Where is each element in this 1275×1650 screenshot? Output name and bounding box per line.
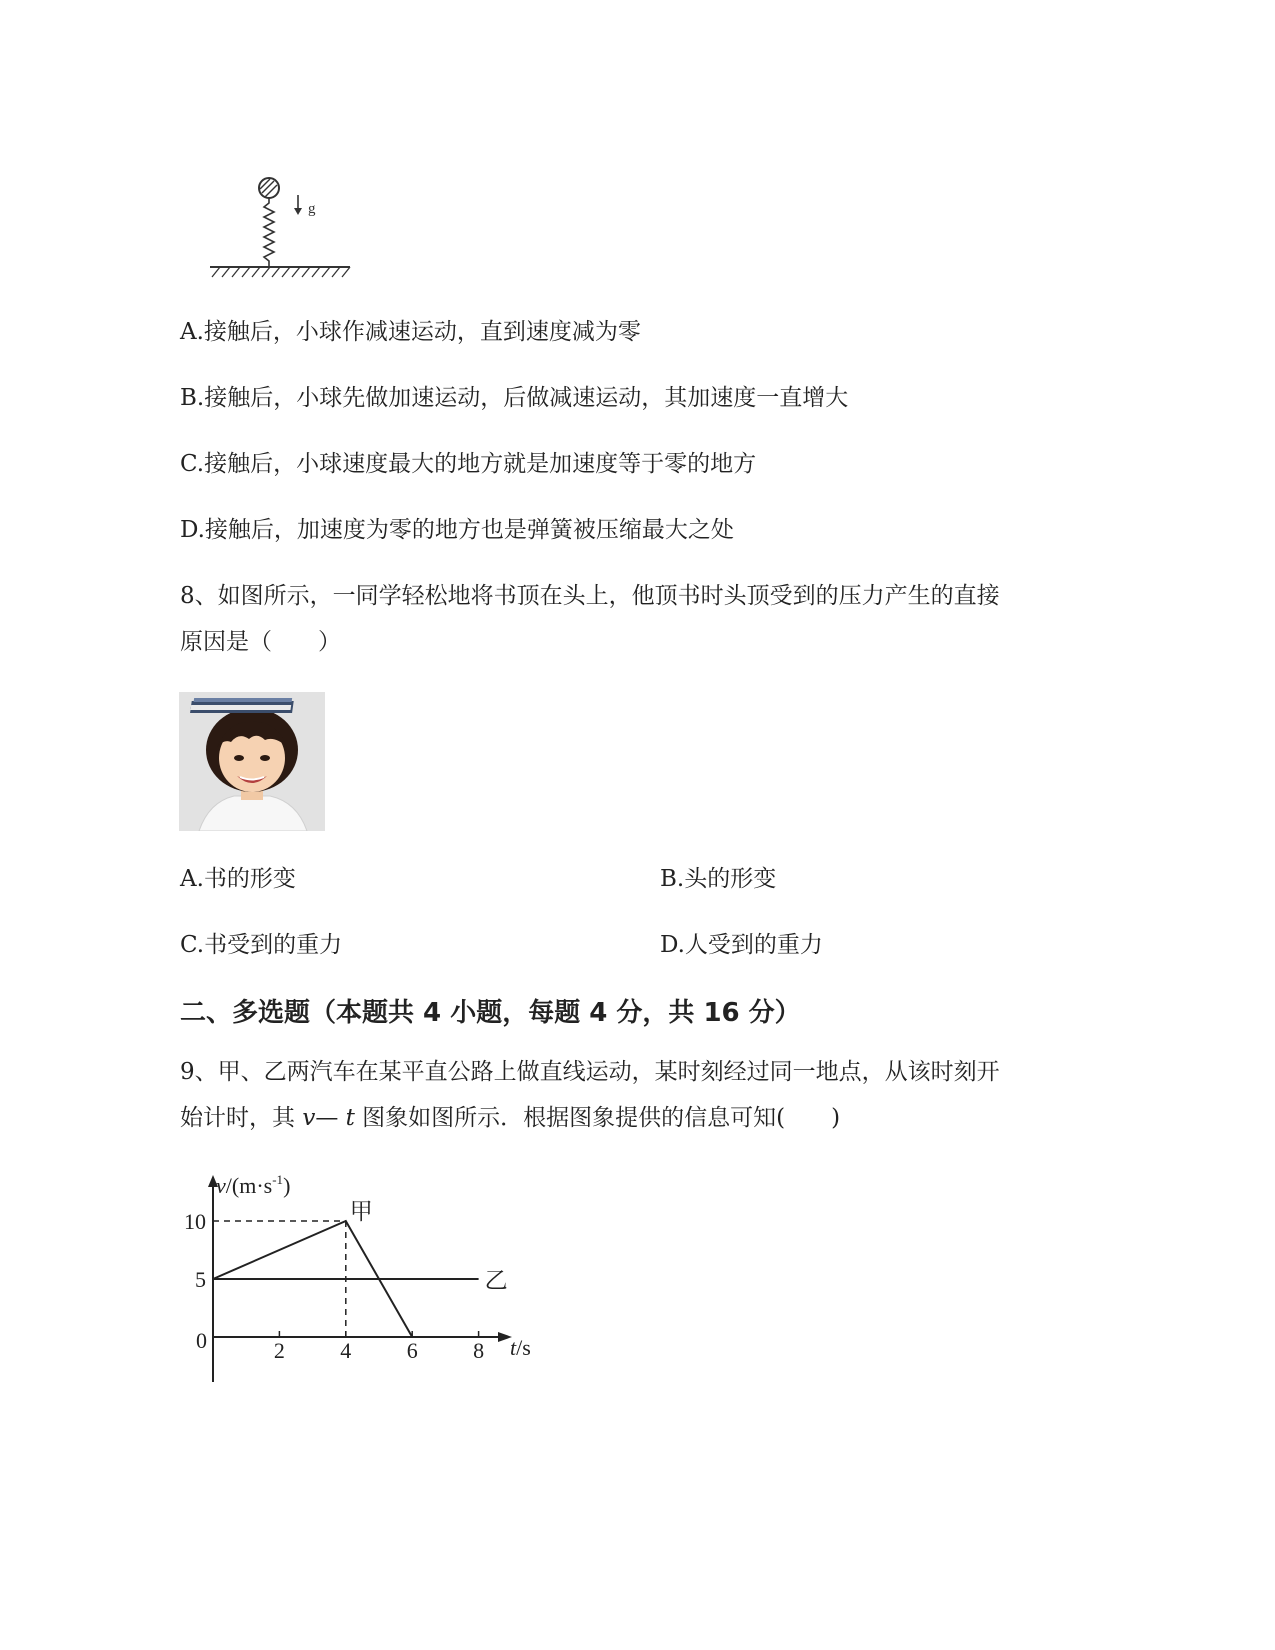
y-tick-label: 10 bbox=[184, 1209, 206, 1234]
tick-labels bbox=[184, 1209, 484, 1363]
child-with-book-photo bbox=[179, 692, 325, 831]
q7-option-a: A.接触后，小球作减速运动，直到速度减为零 bbox=[180, 319, 641, 345]
svg-text:v/(m·s-1) bbox=[216, 1172, 290, 1198]
x-tick-label: 8 bbox=[473, 1338, 485, 1363]
x-axis-var: t bbox=[510, 1335, 517, 1360]
q9-var-v: v bbox=[302, 1105, 316, 1131]
origin-label: 0 bbox=[196, 1328, 207, 1353]
x-axis-unit: /s bbox=[516, 1335, 531, 1360]
spring-ball-figure bbox=[200, 170, 370, 285]
q9-text-c: 图象如图所示．根据图象提供的信息可知( ) bbox=[354, 1105, 841, 1131]
ball bbox=[259, 178, 279, 198]
y-axis-var: v bbox=[216, 1173, 226, 1198]
gravity-label: g bbox=[308, 201, 316, 217]
q8-option-a: A.书的形变 bbox=[180, 866, 296, 892]
x-tick-label: 4 bbox=[340, 1338, 352, 1363]
y-axis-close: ) bbox=[283, 1173, 291, 1198]
q7-option-c: C.接触后，小球速度最大的地方就是加速度等于零的地方 bbox=[180, 451, 757, 477]
book bbox=[190, 698, 294, 713]
spring bbox=[264, 198, 274, 267]
y-axis-exp: -1 bbox=[272, 1172, 284, 1187]
series-jia-label: 甲 bbox=[349, 1199, 373, 1224]
x-tick-label: 2 bbox=[273, 1338, 285, 1363]
gravity-arrow bbox=[294, 195, 302, 215]
series bbox=[213, 1199, 508, 1337]
q7-option-d: D.接触后，加速度为零的地方也是弹簧被压缩最大之处 bbox=[180, 517, 734, 543]
section-heading: 二、多选题（本题共 4 小题，每题 4 分，共 16 分） bbox=[180, 998, 801, 1028]
q9-text-a: 始计时，其 bbox=[180, 1105, 303, 1131]
q9-text-b: — bbox=[315, 1105, 346, 1131]
q8-option-b: B.头的形变 bbox=[660, 866, 777, 892]
y-tick-label: 5 bbox=[195, 1267, 206, 1292]
q9-stem-line2 bbox=[180, 1103, 840, 1133]
ground bbox=[210, 267, 350, 277]
y-axis-unit: /(m·s bbox=[225, 1173, 273, 1198]
q9-var-t: t bbox=[345, 1105, 355, 1131]
q8-option-c: C.书受到的重力 bbox=[180, 932, 343, 958]
svg-text:t/s bbox=[510, 1335, 531, 1360]
q8-stem-line2: 原因是（ ） bbox=[180, 629, 341, 655]
x-tick-label: 6 bbox=[406, 1338, 418, 1363]
q8-stem-line1: 8、如图所示，一同学轻松地将书顶在头上，他顶书时头顶受到的压力产生的直接 bbox=[180, 583, 1000, 609]
vt-chart bbox=[170, 1165, 550, 1390]
y-axis-label bbox=[216, 1172, 290, 1198]
series-yi-label: 乙 bbox=[484, 1268, 508, 1293]
q9-stem-line1: 9、甲、乙两汽车在某平直公路上做直线运动，某时刻经过同一地点，从该时刻开 bbox=[180, 1059, 1000, 1085]
q7-option-b: B.接触后，小球先做加速运动，后做减速运动，其加速度一直增大 bbox=[180, 385, 849, 411]
q8-option-d: D.人受到的重力 bbox=[660, 932, 823, 958]
x-axis-label bbox=[510, 1335, 531, 1360]
